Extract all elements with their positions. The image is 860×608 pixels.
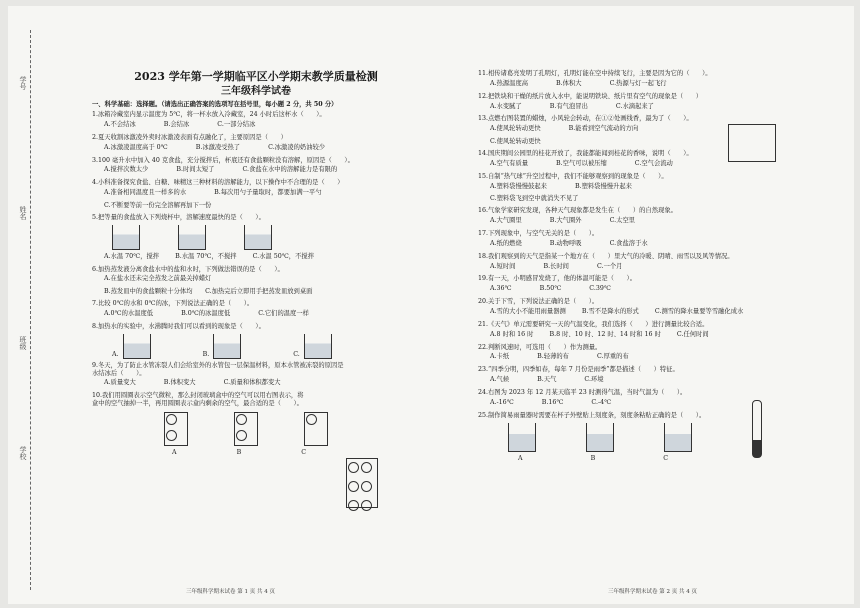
option-a: A.不会结冰	[104, 120, 136, 128]
option-a: A.搅拌次数太少	[104, 166, 149, 174]
question-18-options	[478, 263, 818, 271]
rain-gauge-icon	[508, 423, 536, 452]
thermometer-icon	[752, 400, 762, 458]
option-b: B.冰激凌受热了	[195, 143, 241, 151]
option-b: B.8 时、10 时、12 时、14 时和 16 时	[549, 330, 661, 338]
binding-line	[30, 30, 41, 590]
option-c: C.不断要等前一份完全溶解再加下一份	[104, 201, 212, 209]
exam-title: 2023 学年第一学期临平区小学期末教学质量检测	[134, 70, 378, 83]
air-particles-figure	[346, 458, 378, 508]
question-25-options	[478, 455, 818, 463]
question-19-options	[478, 285, 818, 293]
option-a: A.短时间	[490, 262, 516, 270]
section-heading: 一、科学基础：选择题。（请选出正确答案的选项写在括号里，每小题 2 分，共 50 分）	[92, 101, 338, 109]
option-c: C.使风轮转动更快	[490, 138, 541, 146]
option-c: C	[663, 454, 669, 462]
page-1-column	[92, 70, 420, 462]
question-9-options	[92, 379, 420, 387]
option-b: B.长时间	[543, 262, 569, 270]
air-box-icon	[164, 412, 188, 446]
question-11-options	[478, 80, 818, 88]
question-23: 23.“四季分明，四季如春，每年 7 月份是雨季”都是描述（ ）特征。	[478, 366, 679, 374]
option-b: B.塑料袋慢慢升起来	[574, 182, 632, 190]
option-c: C.塑料袋飞到空中就消失不见了	[490, 195, 579, 203]
option-b: B.体积大	[556, 79, 582, 87]
option-a: A.8 时和 16 时	[490, 330, 534, 338]
question-13: 13.点燃右图装置的蜡烛，小风轮会转动，在①②处画线香，最为了（ ）。	[478, 115, 693, 123]
option-a: A.冰激凌温度高于 0℃	[104, 143, 168, 151]
question-10-figures	[92, 412, 420, 446]
question-6-options	[92, 275, 420, 283]
question-8: 8.加热水的实验中，水沸腾时我们可以看到的现象是（ ）。	[92, 322, 265, 330]
question-17: 17.下列现象中，与空气无关的是（ ）。	[478, 230, 599, 238]
option-a: A.塑料袋慢慢鼓起来	[490, 182, 547, 190]
option-c: C.一个月	[596, 262, 623, 270]
question-25: 25.制作简易雨量器时需要在杯子外壁贴上刻度条，刻度条粘贴正确的是（ ）。	[478, 411, 706, 419]
option-c: C.太空里	[609, 217, 636, 225]
question-16-options	[478, 217, 818, 225]
option-a: A.空气有质量	[490, 159, 529, 167]
binding-label-student-number: 学号	[19, 76, 27, 90]
question-3-options	[92, 166, 420, 174]
question-1-options	[92, 121, 420, 129]
question-5-figures	[92, 225, 420, 250]
question-17-options	[478, 240, 818, 248]
option-c: C.食盐溶于水	[609, 239, 648, 247]
option-a: A.气候	[490, 376, 510, 384]
option-b: B.16℃	[541, 398, 564, 406]
question-2-options	[92, 144, 420, 152]
option-a: A.水温 70℃，搅拌	[104, 252, 160, 260]
question-24-options	[478, 399, 818, 407]
question-15: 15.自制“热气球”升空过程中，我们不能够观察到的现象是（ ）。	[478, 172, 668, 180]
question-9: 9.冬天，为了防止水管冻裂人们会给室外的水管包一层保温材料，原本水管被冻裂的原因是	[92, 361, 344, 369]
option-c: C.它们的温度一样	[258, 310, 309, 317]
option-c: C	[301, 449, 307, 457]
option-a: A.雪的大小不能用雨量器测	[490, 308, 566, 316]
option-b: B.轻薄的布	[537, 353, 569, 361]
option-a: A.准备相同温度且一样多的水	[104, 189, 187, 197]
option-b: B.会结冰	[163, 120, 190, 128]
question-8-figures	[92, 334, 420, 359]
option-a: A	[518, 454, 523, 462]
heated-beaker-icon	[304, 334, 332, 359]
question-9-continued: 水结冰后（ ）。	[92, 369, 146, 377]
question-10: 10.我们用圆圈表示空气微粒，那么封闭玻璃盒中的空气可以用右图表示，将	[92, 392, 304, 400]
question-18: 18.我们观察到的天气是指某一个地方在（ ）里大气的冷暖、阴晴、雨雪以及风等情况。	[478, 252, 734, 260]
option-a: A.-16℃	[490, 398, 514, 406]
option-b: B.时间太短了	[176, 166, 215, 174]
beaker-icon	[112, 225, 140, 250]
rain-gauge-icon	[664, 423, 692, 452]
question-10-continued: 盒中的空气抽掉一半，再用圆圈表示盒内剩余的空气，最合适的是（ ）。	[92, 400, 303, 408]
question-21-options	[478, 331, 818, 339]
option-a: A.质量变大	[104, 379, 136, 387]
option-c: C.空气会流动	[634, 159, 673, 167]
question-4: 4.小科准备探究食盐、白糖、味精这三种材料的溶解能力，以下操作中不合理的是（ ）	[92, 179, 344, 187]
option-b: B	[236, 449, 242, 457]
question-5: 5.把等量的食盐放入下列烧杯中，溶解速度最快的是（ ）。	[92, 213, 265, 221]
option-b: B.水温 70℃，不搅拌	[175, 252, 237, 260]
question-21: 21.《天气》单元需要研究一天的气温变化，我们选择（ ）进行测量比较合适。	[478, 320, 709, 328]
option-c: C.质量和体积都变大	[223, 379, 281, 387]
option-c: C.一部分结冰	[217, 120, 256, 128]
option-a: A.36℃	[490, 285, 512, 293]
question-15-options	[478, 183, 818, 191]
option-a: A.卡纸	[490, 353, 510, 361]
option-c: C.水温 50℃，不搅拌	[252, 252, 314, 260]
option-a: A.大气圈里	[490, 217, 522, 225]
option-b: B.有气泡冒出	[549, 102, 588, 110]
exam-sheet	[8, 6, 854, 604]
question-11: 11.相传诸葛亮发明了孔明灯，孔明灯能在空中持续飞行，主要是因为它的（ ）。	[478, 70, 712, 77]
option-c: C.厚重的布	[596, 353, 629, 361]
option-b: B.能看到空气流动的方向	[568, 125, 639, 133]
option-b: B.大气圈外	[549, 217, 582, 225]
option-b: B.	[202, 350, 210, 358]
binding-label-name: 姓名	[19, 206, 27, 220]
question-3: 3.100 毫升水中加入 40 克食盐，充分搅拌后，杯底还有食盐颗粒没有溶解，原因是（ ）。	[92, 156, 354, 164]
option-a: A.	[112, 350, 119, 358]
question-2: 2.夏天收割冰激凌外卖时冰激凌表面有点融化了，主要原因是（ ）	[92, 133, 287, 141]
option-c: C.任何时间	[676, 330, 709, 338]
air-box-icon	[234, 412, 258, 446]
heated-beaker-icon	[123, 334, 151, 359]
question-12: 12.把铁块和干燥的纸片放入水中，能说明铁块、纸片里有空气的现象是（ ）	[478, 92, 703, 100]
question-5-options	[92, 253, 420, 261]
question-24: 24.右图为 2023 年 12 月某天临平 23 时测得气温，当时气温为（ ）。	[478, 389, 687, 397]
footer-page-2: 三年级科学期末试卷 第 2 页 共 4 页	[608, 589, 697, 595]
option-c: C.热源与灯一起飞行	[609, 79, 667, 87]
option-c: C.水滴起来了	[615, 102, 654, 110]
question-23-options	[478, 376, 818, 384]
option-c: C.测雪的降水量要等雪融化成水	[654, 308, 744, 316]
pinwheel-candle-figure	[728, 124, 776, 162]
option-c: C.环境	[584, 376, 604, 384]
option-b: B	[590, 454, 596, 462]
option-a: A.水变腻了	[490, 102, 522, 110]
question-10-options	[92, 449, 420, 457]
question-7: 7.比较 0℃的水和 0℃的冰，下列说法正确的是（ ）。	[92, 300, 254, 308]
question-14: 14.国庆期间公园里的桂花开放了，我能都能闻到桂花的香味，说明（ ）。	[478, 150, 693, 158]
question-1: 1.冰箱冷藏室内显示温度为 5℃，将一杯水放入冷藏室，24 小时后这杯水（ ）。	[92, 111, 326, 119]
option-c: C.	[293, 350, 300, 358]
question-4-options	[92, 189, 420, 197]
option-c: C.-4℃	[591, 398, 612, 406]
heated-beaker-icon	[213, 334, 241, 359]
exam-subtitle: 三年级科学试卷	[221, 85, 291, 97]
question-6: 6.加热蒸发液分离食盐水中的盐和水时，下列做法错误的是（ ）。	[92, 265, 284, 273]
option-b: B.雪不是降水的形式	[581, 308, 639, 316]
option-a: A.使风轮转动更快	[490, 125, 541, 133]
option-a: A.热源温度高	[490, 79, 529, 87]
beaker-icon	[178, 225, 206, 250]
beaker-icon	[244, 225, 272, 250]
rain-gauge-icon	[586, 423, 614, 452]
question-20-options	[478, 308, 818, 316]
binding-label-class: 班级	[19, 336, 27, 350]
question-19: 19.有一天，小明感冒发烧了，他的体温可能是（ ）。	[478, 275, 636, 283]
option-a: A	[172, 449, 177, 457]
option-b: B.每次用勺子量取时，都要加满一平勺	[214, 189, 322, 197]
question-7-options	[92, 310, 420, 318]
question-22: 22.判断风速时，可选用（ ）作为测量。	[478, 343, 602, 351]
option-a: A.纸的燃烧	[490, 239, 522, 247]
option-a: A.0℃的水温度低	[104, 310, 154, 317]
option-b: B.动物呼吸	[549, 239, 582, 247]
question-16: 16.气象学家研究发现，各种天气现象都是发生在（ ）的自然现象。	[478, 207, 677, 215]
option-b: B.体积变大	[163, 379, 196, 387]
air-box-icon	[304, 412, 328, 446]
binding-label-school: 学校	[19, 446, 27, 460]
question-20: 20.关于下雪，下列说法正确的是（ ）。	[478, 298, 599, 306]
option-b: B.50℃	[539, 285, 562, 293]
option-c: C.食盐在水中的溶解能力是有限的	[242, 166, 338, 174]
question-22-options	[478, 353, 818, 361]
option-b-c: B.蒸发皿中的食盐颗粒十分体均 C.加热完后立即用手把蒸发皿放到桌面	[104, 288, 313, 296]
option-a: A.在盐水还未完全蒸发之前最关掉蜡灯	[104, 275, 212, 283]
option-b: B.空气可以被压缩	[556, 159, 607, 167]
question-25-figures	[478, 423, 818, 452]
option-c: C.39℃	[589, 285, 611, 293]
option-b: B.0℃的冰温度低	[181, 310, 231, 317]
footer-page-1: 三年级科学期末试卷 第 1 页 共 4 页	[186, 589, 275, 595]
question-12-options	[478, 103, 818, 111]
option-b: B.天气	[537, 376, 557, 384]
option-c: C.冰激凌的奶油较少	[268, 143, 326, 151]
